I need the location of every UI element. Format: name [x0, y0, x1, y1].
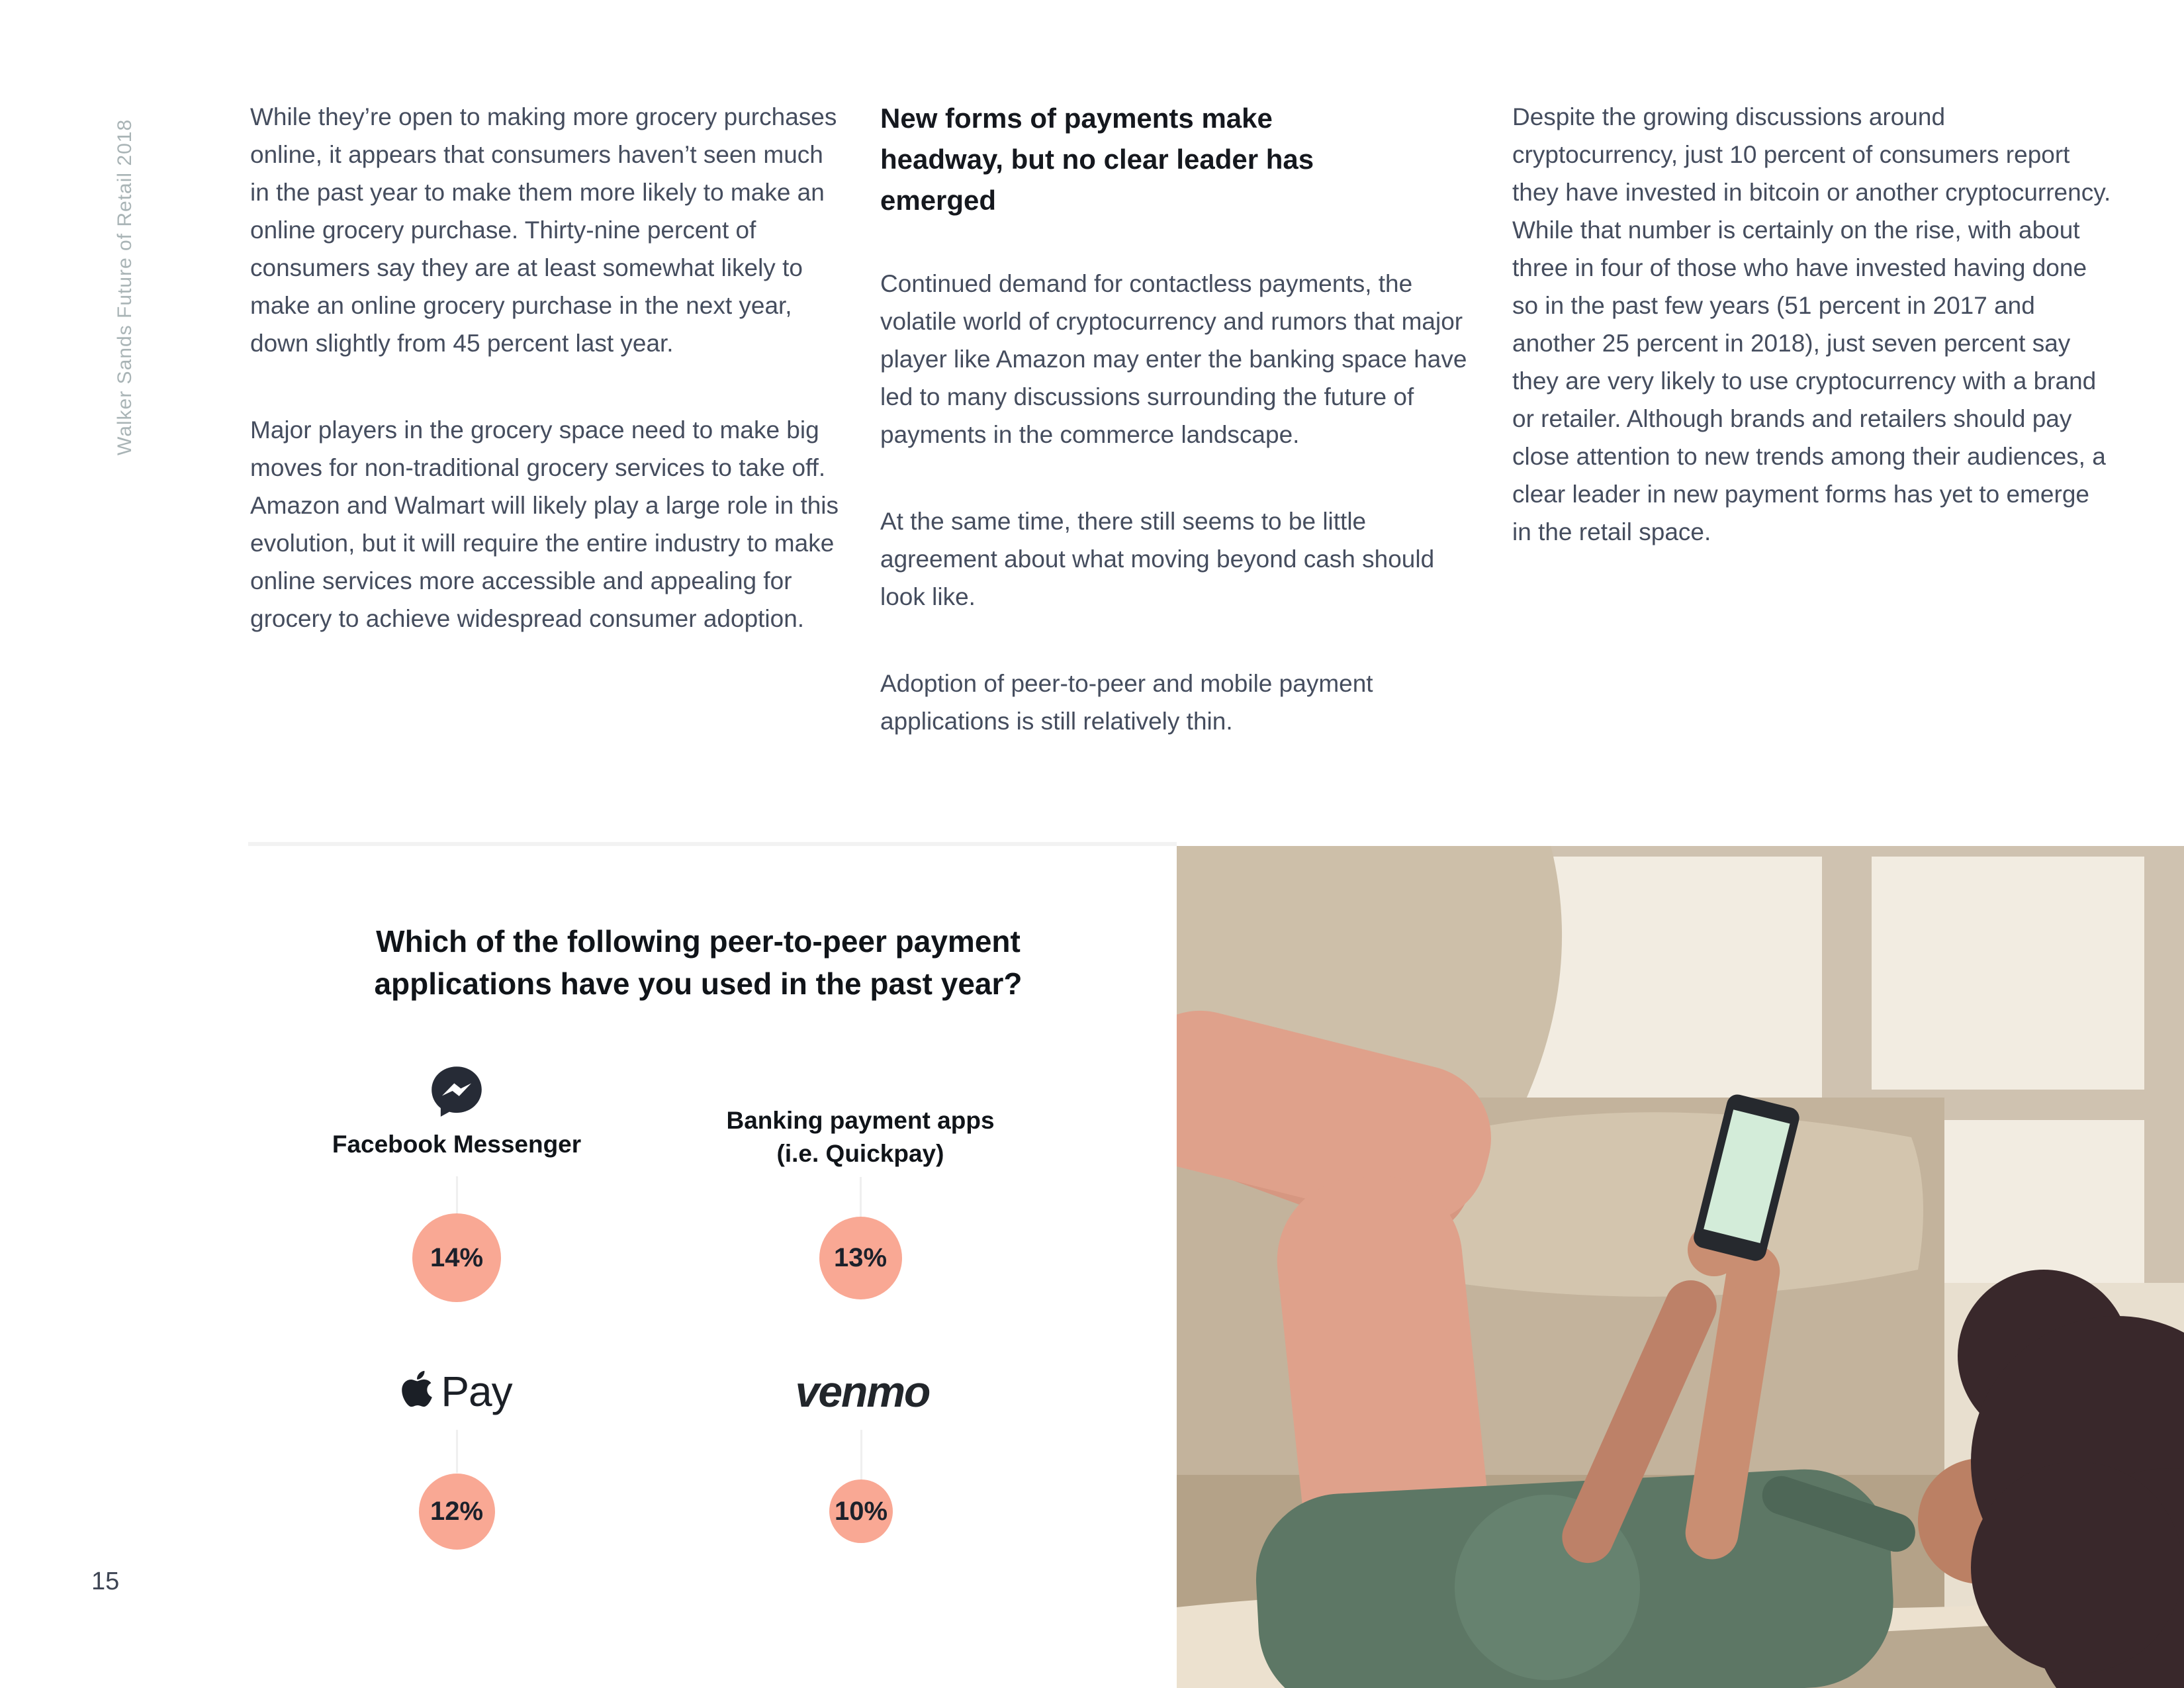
connector-line: [860, 1177, 862, 1217]
sidebar-vertical-title: Walker Sands Future of Retail 2018: [114, 118, 136, 455]
paragraph: While they’re open to making more grocery purchases online, it appears that consumers haven’t seen much in the past year to make them more likely to make an online grocery purchase. Thirty-nine percent of consumers say they are at least somewhat likely to make an online grocery purchase in the next year, down slightly from 45 percent last year.: [250, 103, 837, 357]
paragraph: Adoption of peer-to-peer and mobile payment applications is still relatively thin.: [880, 670, 1373, 735]
stat-value: 10%: [834, 1496, 888, 1526]
stat-value: 14%: [430, 1243, 484, 1272]
section-heading: New forms of payments make headway, but no clear leader has emerged: [880, 103, 1314, 216]
stat-bubble-venmo: [829, 1479, 893, 1543]
paragraph: Continued demand for contactless payments, the volatile world of cryptocurrency and rumors that major player like Amazon may enter the banking space have led to many discussions surrounding the future of payments in the commerce landscape.: [880, 270, 1467, 448]
stat-value: 13%: [833, 1243, 887, 1272]
stat-bubble-facebook-messenger: [412, 1213, 501, 1302]
text-column-payments: [880, 98, 1476, 789]
paragraph: Major players in the grocery space need to make big moves for non-traditional grocery services to take off. Amazon and Walmart will likely play a large role in this evolution, but it will require the entire industry to make online services more accessible and appealing for grocery to achieve widespread consumer adoption.: [250, 416, 839, 632]
label-banking-line1: Banking payment apps: [726, 1107, 995, 1134]
text-column-grocery: [250, 98, 846, 686]
connector-line: [456, 1430, 458, 1473]
lifestyle-photo: [1177, 846, 2184, 1688]
apple-pay-logo: [258, 1366, 655, 1417]
label-facebook-messenger: Facebook Messenger: [332, 1131, 582, 1158]
apple-pay-wordmark: Pay: [441, 1368, 512, 1415]
label-banking-payment-apps: [629, 1104, 1092, 1170]
label-banking-line2: (i.e. Quickpay): [776, 1140, 944, 1167]
text-column-cryptocurrency: [1512, 98, 2115, 600]
stat-bubble-apple-pay: [419, 1474, 495, 1550]
venmo-wordmark: venmo: [795, 1367, 930, 1416]
chart-title-line1: Which of the following peer-to-peer payment: [376, 924, 1021, 959]
page-number: 15: [91, 1568, 120, 1595]
section-divider-rule: [248, 842, 1177, 846]
apple-logo-icon: [401, 1368, 433, 1409]
paragraph: Despite the growing discussions around cryptocurrency, just 10 percent of consumers report they have invested in bitcoin or another cryptocurrency. While that number is certainly on the rise, with about three in four of those who have invested having done so in the past few years (51 percent in 2017 and another 25 percent in 2018), just seven percent say they are very likely to use cryptocurrency with a brand or retailer. Although brands and retailers should pay close attention to new trends among their audiences, a clear leader in new payment forms has yet to emerge in the retail space.: [1512, 103, 2111, 545]
connector-line: [860, 1430, 862, 1479]
messenger-icon: [429, 1063, 484, 1119]
connector-line: [456, 1176, 458, 1213]
paragraph: At the same time, there still seems to be little agreement about what moving beyond cash should look like.: [880, 508, 1435, 610]
chart-title: [251, 920, 1145, 1005]
stat-value: 12%: [430, 1496, 484, 1526]
stat-bubble-banking-apps: [819, 1217, 902, 1299]
photo-illustration: [1177, 846, 2184, 1688]
chart-title-line2: applications have you used in the past year?: [374, 966, 1023, 1001]
